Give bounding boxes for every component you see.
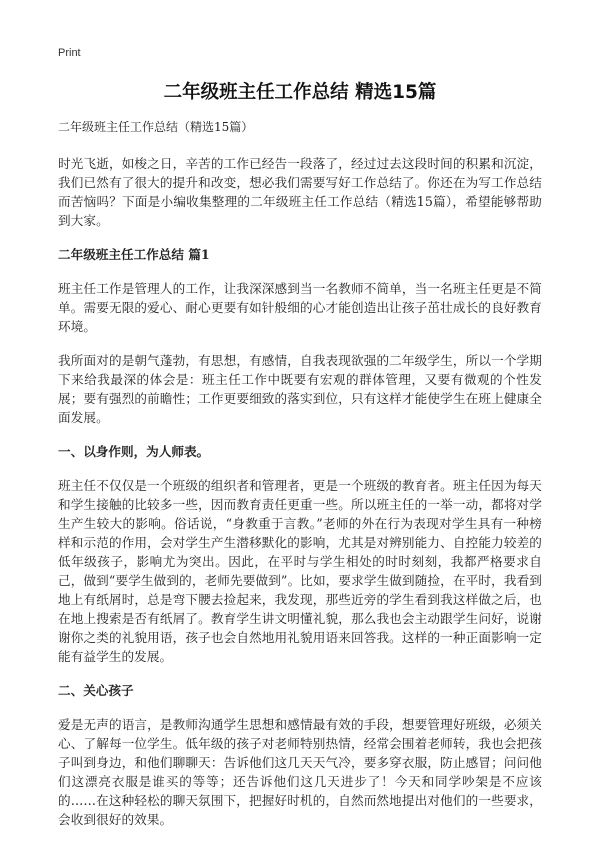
paragraph-3: 班主任不仅仅是一个班级的组织者和管理者，更是一个班级的教育者。班主任因为每天和学生接触的比较多一些，因而教育责任更重一些。所以班主任的一举一动，都将对学生产生较大的影响。俗话说，“身教重于言教。”老师的外在行为表现对学生具有一种榜样和示范的作用，会对学生产生潜移默化的影响，尤其是对辨别能力、自控能力较差的低年级孩子，影响尤为突出。因此，在平时与学生相处的时时刻刻，我都严格要求自己，做到“要学生做到的，老师先要做到”。比如，要求学生做到随捡，在平时，我看到地上有纸屑时，总是弯下腰去捡起来，我发现，那些近旁的学生看到我这样做之后，也在地上搜索是否有纸屑了。教育学生讲文明懂礼貌，那么我也会主动跟学生问好，说谢谢你之类的礼貌用语，孩子也会自然地用礼貌用语来回答我。这样的一种正面影响一定能有益学生的发展。 — [58, 478, 542, 664]
subheading-care-for-children: 二、关心孩子 — [58, 683, 134, 698]
document-title: 二年级班主任工作总结 精选15篇 — [163, 82, 437, 103]
paragraph-2: 我所面对的是朝气蓬勃，有思想，有感情，自我表现欲强的二年级学生，所以一个学期下来给我最深的体会是：班主任工作中既要有宏观的群体管理，又要有微观的个性发展；要有强烈的前瞻性；工作更要细致的落实到位，只有这样才能使学生在班上健康全面发展。 — [58, 353, 542, 425]
section-heading-1: 二年级班主任工作总结 篇1 — [58, 247, 210, 262]
intro-paragraph: 时光飞逝，如梭之日，辛苦的工作已经告一段落了，经过过去这段时间的积累和沉淀，我们已然有了很大的提升和改变，想必我们需要写好工作总结了。你还在为写工作总结而苦恼吗？下面是小编收集整理的二年级班主任工作总结（精选15篇），希望能够帮助到大家。 — [58, 156, 542, 228]
subheading-lead-by-example: 一、以身作则，为人师表。 — [58, 444, 210, 459]
document-body — [58, 118, 542, 844]
document-subtitle: 二年级班主任工作总结（精选15篇） — [58, 120, 254, 134]
print-link[interactable]: Print — [58, 47, 81, 59]
paragraph-1: 班主任工作是管理人的工作，让我深深感到当一名教师不简单，当一名班主任更是不简单。需要无限的爱心、耐心更要有如针般细的心才能创造出让孩子茁壮成长的良好教育环境。 — [58, 281, 542, 334]
paragraph-4: 爱是无声的语言，是教师沟通学生思想和感情最有效的手段，想要管理好班级，必须关心、了解每一位学生。低年级的孩子对老师特别热情，经常会围着老师转，我也会把孩子叫到身边，和他们聊聊天：告诉他们这几天天气冷，要多穿衣服，防止感冒；问问他们这漂亮衣服是谁买的等等；还告诉他们这几天进步了！今天和同学吵架是不应该的……在这种轻松的聊天氛围下，把握好时机的，自然而然地提出对他们的一些要求，会收到很好的效果。 — [58, 717, 542, 827]
